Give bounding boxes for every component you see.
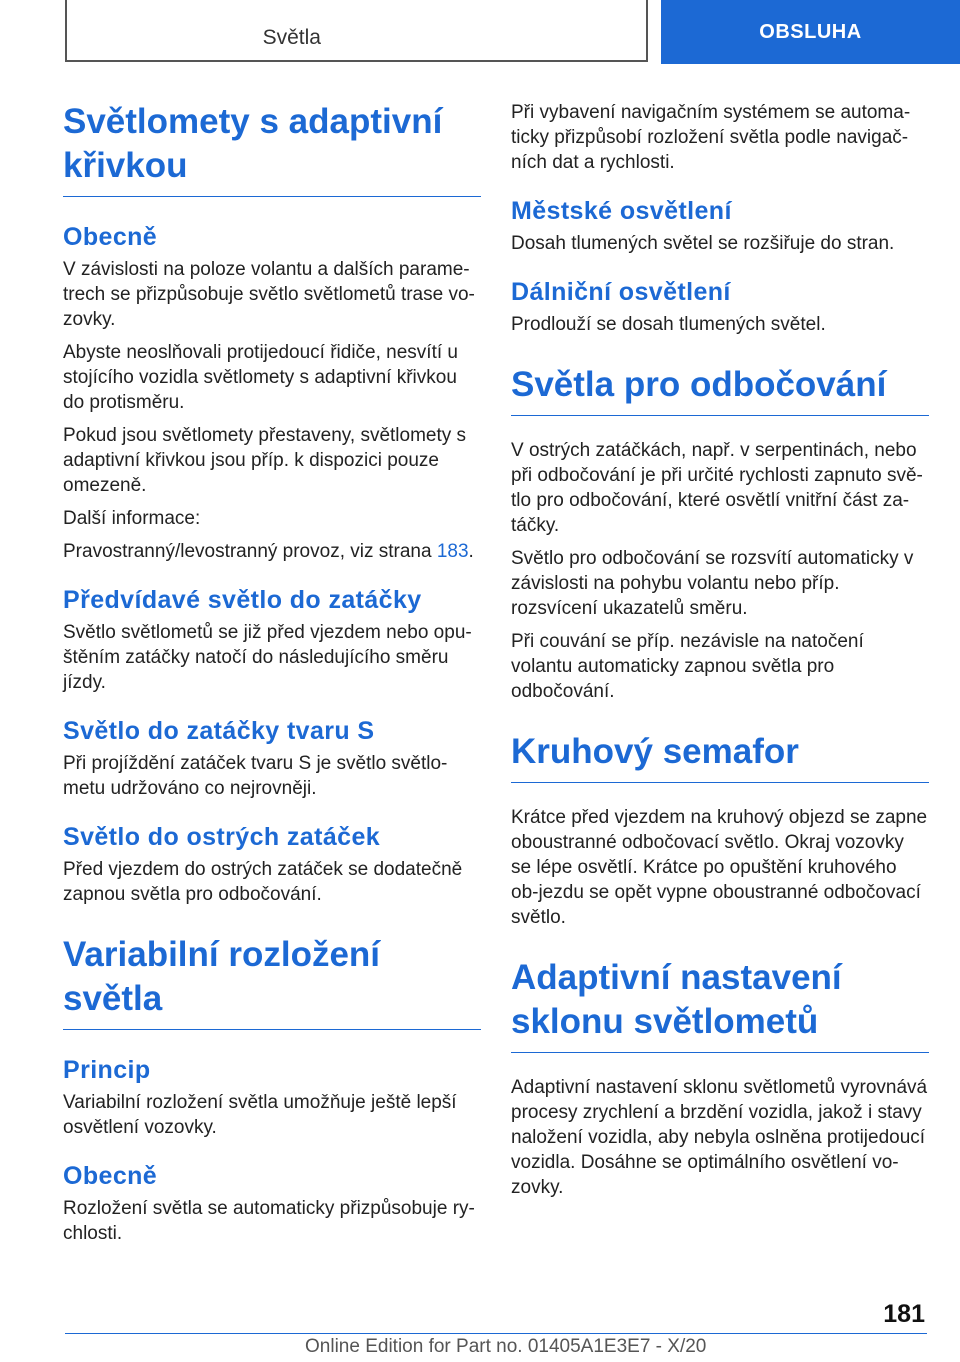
heading-headlight-leveling: Adaptivní nastavení sklonu světlometů: [511, 956, 929, 1053]
header-box: [65, 0, 648, 62]
heading-city-light: Městské osvětlení: [511, 197, 732, 225]
paragraph-text: Pravostranný/levostranný provoz, viz strana: [63, 541, 437, 562]
chapter-tab[interactable]: OBSLUHA: [661, 0, 960, 64]
paragraph-with-link: [63, 539, 481, 564]
paragraph: Při projíždění zatáček tvaru S je světlo světlo‐metu udržováno co nejrovněji.: [63, 753, 448, 799]
paragraph: Při couvání se příp. nezávisle na natočení volantu automaticky zapnou světla pro odbočování.: [511, 631, 864, 702]
heading-roundabout: Kruhový semafor: [511, 730, 929, 783]
heading-predictive-light: Předvídavé světlo do zatáčky: [63, 586, 422, 614]
left-column: [63, 100, 481, 1254]
paragraph: Světlo pro odbočování se rozsvítí automaticky v závislosti na pohybu volantu nebo příp. rozsvícení ukazatelů směru.: [511, 548, 914, 619]
paragraph-end: .: [468, 541, 474, 562]
heading-sharp-curves: Světlo do ostrých zatáček: [63, 823, 381, 851]
paragraph: Při vybavení navigačním systémem se automa‐ticky přizpůsobí rozložení světla podle navigač‐ních dat a rychlosti.: [511, 102, 911, 173]
footer-divider: [65, 1333, 927, 1334]
paragraph: Před vjezdem do ostrých zatáček se dodatečně zapnou světla pro odbočování.: [63, 859, 463, 905]
page-number: 181: [883, 1300, 925, 1328]
heading-general: Obecně: [63, 223, 158, 251]
heading-general-2: Obecně: [63, 1162, 158, 1190]
paragraph: Abyste neoslňovali protijedoucí řidiče, nesvítí u stojícího vozidla světlomety s adaptivní křivkou do protisměru.: [63, 342, 458, 413]
paragraph: Adaptivní nastavení sklonu světlometů vyrovnává procesy zrychlení a brzdění vozidla, jakož i stavy naložení vozidla, aby nebyla oslněna protijedoucí vozidla. Dosáhne se optimálního osvětlení vo‐zovky.: [511, 1077, 928, 1198]
paragraph: Variabilní rozložení světla umožňuje ještě lepší osvětlení vozovky.: [63, 1092, 457, 1138]
heading-highway-light: Dálniční osvětlení: [511, 278, 731, 306]
section-title: Světla: [262, 26, 321, 49]
heading-variable-light: Variabilní rozložení světla: [63, 933, 481, 1030]
paragraph: Prodlouží se dosah tlumených světel.: [511, 314, 826, 335]
paragraph: Další informace:: [63, 508, 201, 529]
paragraph: Světlo světlometů se již před vjezdem nebo opu‐štěním zatáčky natočí do následujícího směru jízdy.: [63, 622, 472, 693]
edition-footer: Online Edition for Part no. 01405A1E3E7 - X/20: [305, 1336, 707, 1357]
right-column: [511, 100, 929, 1208]
heading-s-curve: Světlo do zatáčky tvaru S: [63, 717, 375, 745]
page-link[interactable]: 183: [436, 541, 469, 562]
heading-adaptive-headlights: Světlomety s adaptivní křivkou: [63, 100, 481, 197]
paragraph: V ostrých zatáčkách, např. v serpentinách, nebo při odbočování je při určité rychlosti zapnuto svě‐tlo pro odbočování, které osvětlí vnitřní část za‐táčky.: [511, 440, 923, 536]
paragraph: Krátce před vjezdem na kruhový objezd se zapne oboustranné odbočovací světlo. Okraj vozovky se lépe osvětlí. Krátce po opuštění kruhového ob‐jezdu se opět vypne oboustranné odbočovací světlo.: [511, 807, 928, 928]
paragraph: Dosah tlumených světel se rozšiřuje do stran.: [511, 233, 895, 254]
paragraph: Pokud jsou světlomety přestaveny, světlomety s adaptivní křivkou jsou příp. k dispozici pouze omezeně.: [63, 425, 467, 496]
heading-turning-lights: Světla pro odbočování: [511, 363, 929, 416]
paragraph: V závislosti na poloze volantu a dalších parame‐trech se přizpůsobuje světlo světlometů trase vo‐zovky.: [63, 259, 475, 330]
heading-principle: Princip: [63, 1056, 151, 1084]
paragraph: Rozložení světla se automaticky přizpůsobuje ry‐chlosti.: [63, 1198, 475, 1244]
